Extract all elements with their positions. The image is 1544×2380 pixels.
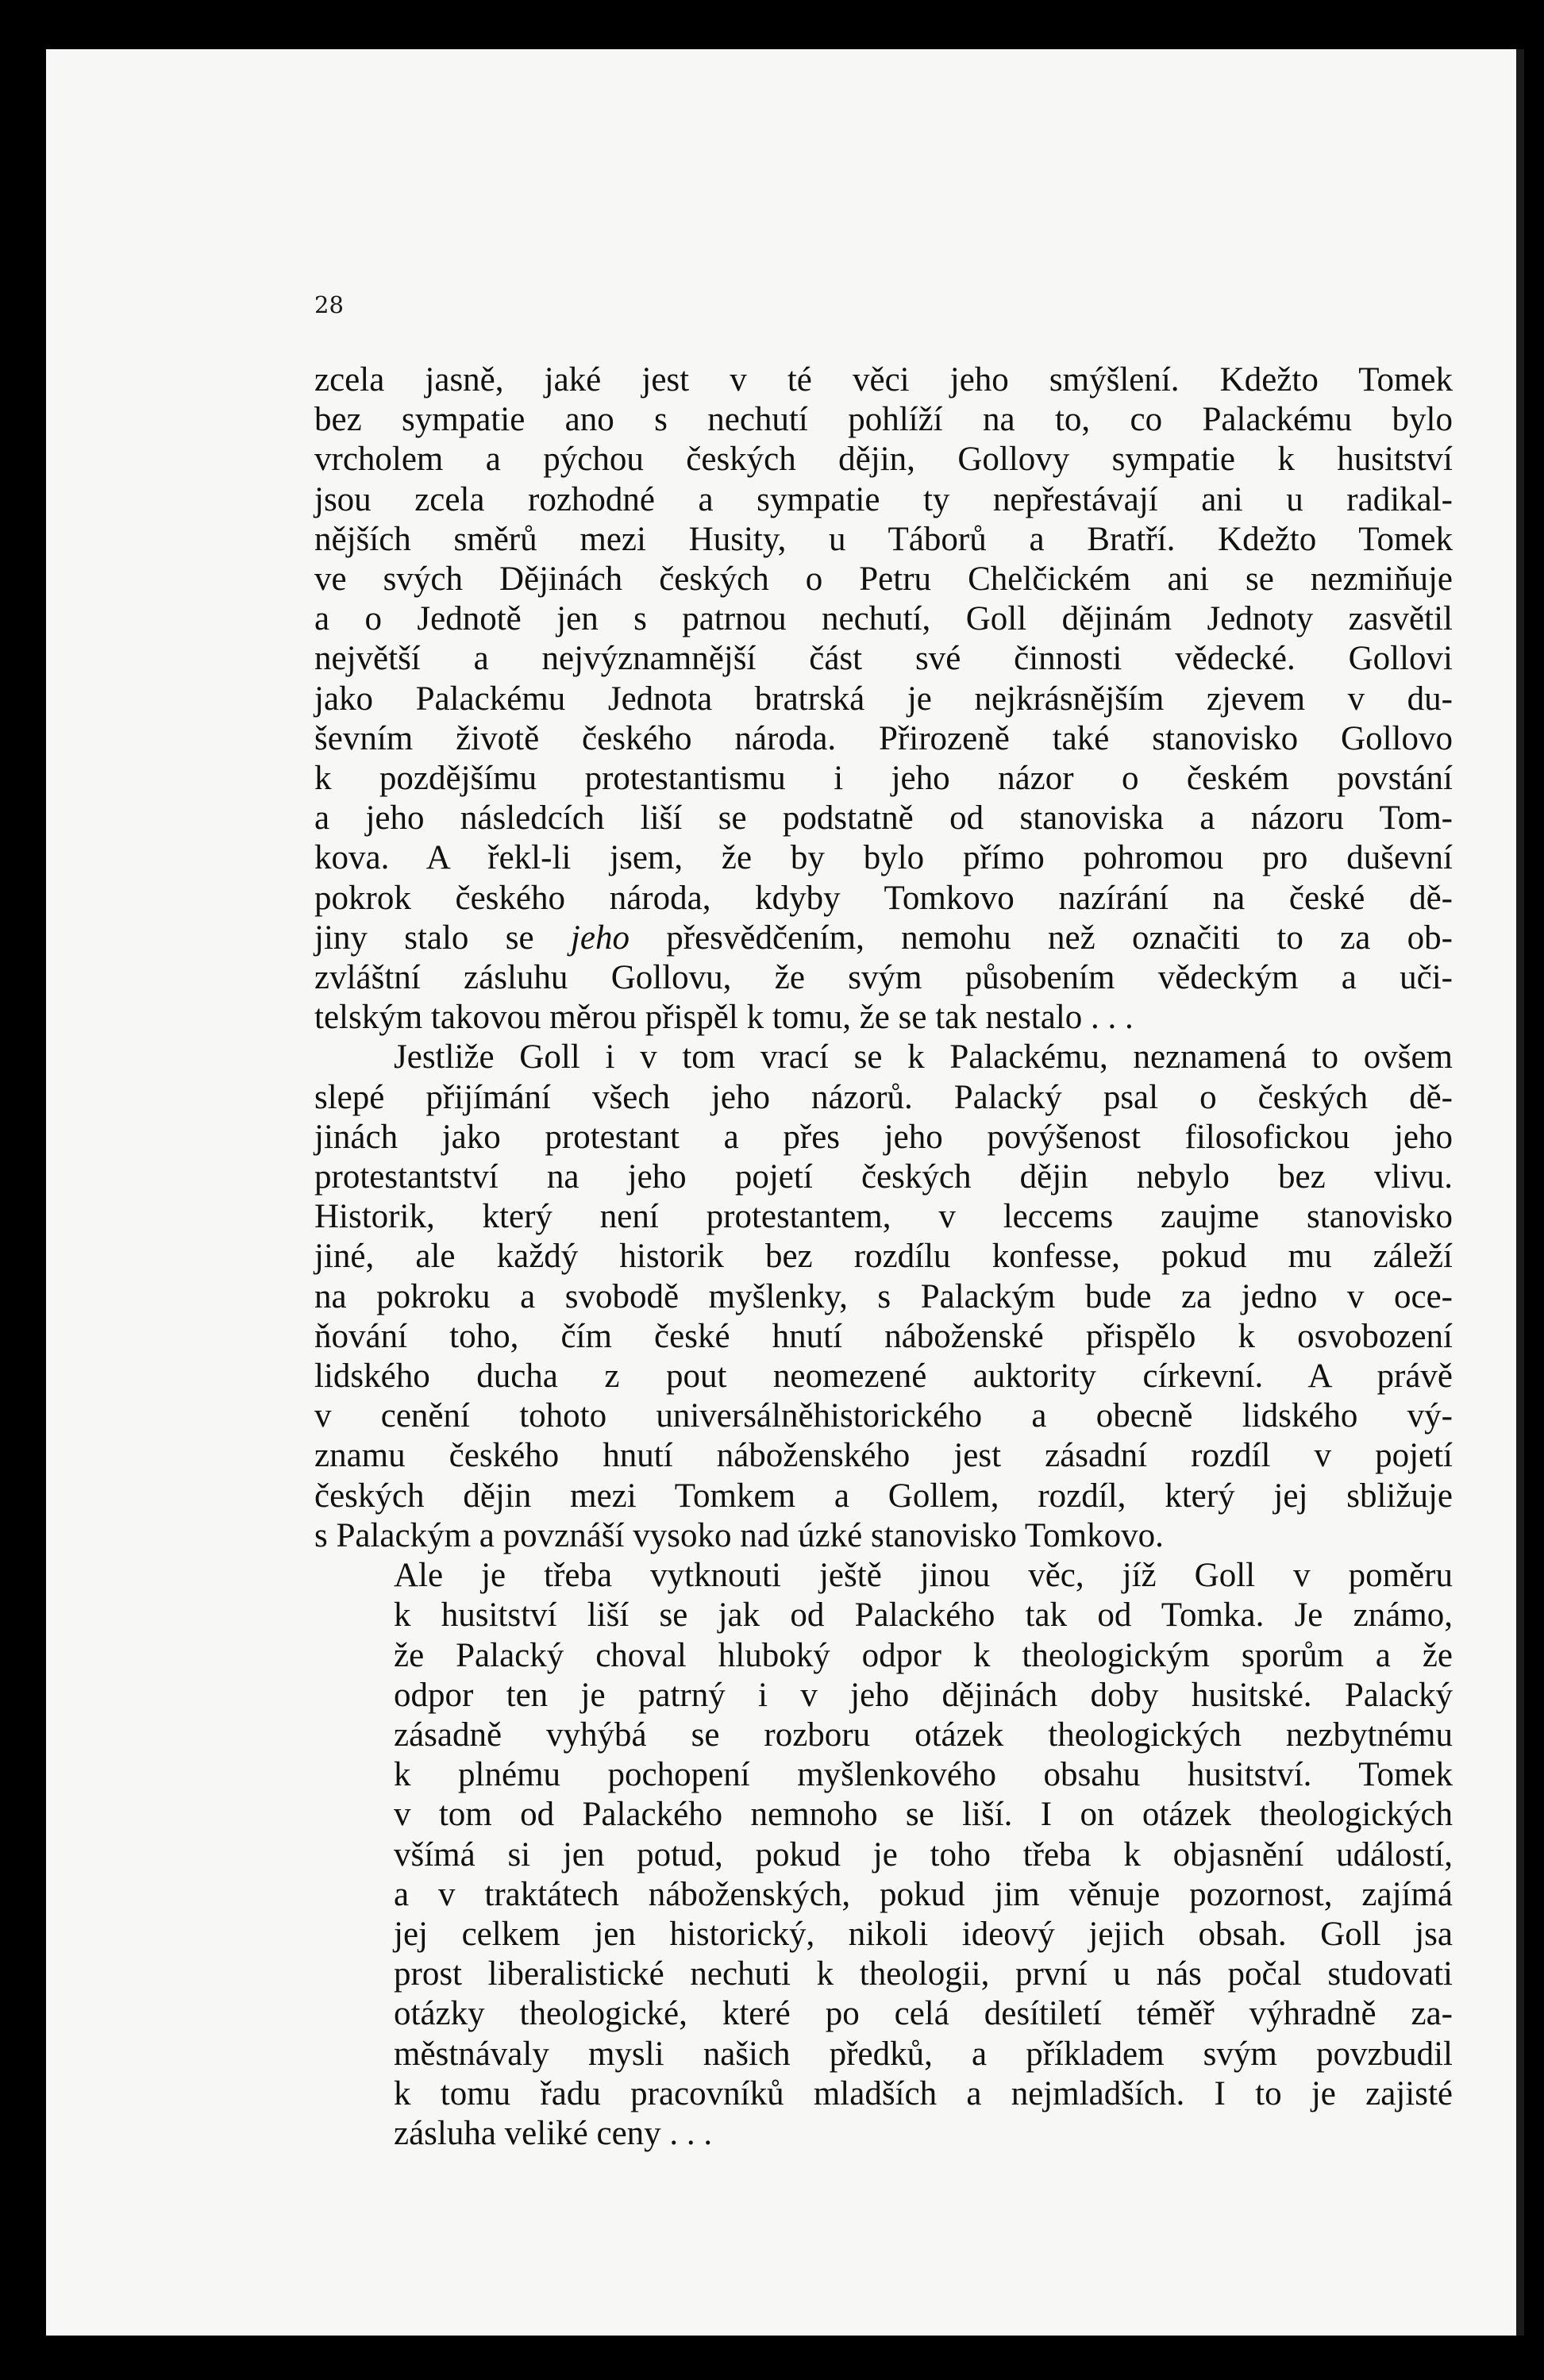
text-line: nějších směrů mezi Husity, u Táborů a Bratří. Kdežto Tomek — [314, 520, 1453, 558]
text-fragment: přesvědčením, nemohu než označiti to za ob- — [666, 918, 1453, 957]
text-line: otázky theologické, které po celá desítiletí téměř výhradně za- — [394, 1995, 1453, 2033]
text-line: jsou zcela rozhodné a sympatie ty nepřestávají ani u radikal- — [314, 480, 1453, 518]
text-line: slepé přijímání všech jeho názorů. Palacký psal o českých dě- — [314, 1078, 1453, 1116]
page-number: 28 — [314, 291, 344, 318]
paragraph-1 — [314, 360, 1453, 1038]
italic-word: jeho — [570, 918, 630, 957]
text-line: Ale je třeba vytknouti ještě jinou věc, jíž Goll v poměru — [394, 1557, 1453, 1595]
text-line: jako Palackému Jednota bratrská je nejkrásnějším zjevem v du- — [314, 680, 1453, 718]
text-line: kova. A řekl-li jsem, že by bylo přímo pohromou pro duševní — [314, 839, 1453, 877]
text-line: a o Jednotě jen s patrnou nechutí, Goll dějinám Jednoty zasvětil — [314, 600, 1453, 638]
paragraph-3 — [314, 1556, 1453, 2154]
text-line: jiné, ale každý historik bez rozdílu konfesse, pokud mu záleží — [314, 1238, 1453, 1276]
text-line: pokrok českého národa, kdyby Tomkovo nazírání na české dě- — [314, 879, 1453, 917]
text-line: protestantství na jeho pojetí českých dějin nebylo bez vlivu. — [314, 1158, 1453, 1196]
body-text — [314, 360, 1453, 2154]
text-line: že Palacký choval hluboký odpor k theologickým sporům a že — [394, 1636, 1453, 1674]
text-line: největší a nejvýznamnější část své činnosti vědecké. Gollovi — [314, 640, 1453, 678]
text-line: všímá si jen potud, pokud je toho třeba k objasnění událostí, — [394, 1835, 1453, 1874]
text-line: v tom od Palackého nemnoho se liší. I on otázek theologických — [394, 1796, 1453, 1834]
text-line: Jestliže Goll i v tom vrací se k Palackému, neznamená to ovšem — [394, 1038, 1453, 1076]
text-line: zvláštní zásluhu Gollovu, že svým působením vědeckým a uči- — [314, 959, 1453, 997]
text-line: v cenění tohoto universálněhistorického a obecně lidského vý- — [314, 1397, 1453, 1435]
text-line: a v traktátech náboženských, pokud jim věnuje pozornost, zajímá — [394, 1875, 1453, 1913]
text-line: lidského ducha z pout neomezené auktority církevní. A právě — [314, 1358, 1453, 1396]
text-line: telským takovou měrou přispěl k tomu, že se tak nestalo . . . — [314, 999, 1134, 1037]
text-line: k husitství liší se jak od Palackého tak od Tomka. Je známo, — [394, 1596, 1453, 1635]
text-line: zásadně vyhýbá se rozboru otázek theologických nezbytnému — [394, 1716, 1453, 1754]
paragraph-2 — [314, 1038, 1453, 1556]
text-line: zásluha veliké ceny . . . — [394, 2114, 713, 2152]
text-fragment: jiny stalo se — [314, 918, 571, 957]
text-line: ve svých Dějinách českých o Petru Chelčickém ani se nezmiňuje — [314, 560, 1453, 599]
text-line: jinách jako protestant a přes jeho povýšenost filosofickou jeho — [314, 1118, 1453, 1156]
text-line: bez sympatie ano s nechutí pohlíží na to, co Palackému bylo — [314, 401, 1453, 439]
text-line: na pokroku a svobodě myšlenky, s Palackým bude za jedno v oce- — [314, 1277, 1453, 1315]
text-line: k plnému pochopení myšlenkového obsahu husitství. Tomek — [394, 1756, 1453, 1794]
text-line: k pozdějšímu protestantismu i jeho názor o českém povstání — [314, 760, 1453, 798]
text-line-with-italic — [314, 918, 1453, 958]
text-line: k tomu řadu pracovníků mladších a nejmladších. I to je zajisté — [394, 2074, 1453, 2112]
text-line: odpor ten je patrný i v jeho dějinách doby husitské. Palacký — [394, 1676, 1453, 1714]
text-line: Historik, který není protestantem, v leccems zaujme stanovisko — [314, 1198, 1453, 1236]
text-line: znamu českého hnutí náboženského jest zásadní rozdíl v pojetí — [314, 1437, 1453, 1475]
text-line: prost liberalistické nechuti k theologii, první u nás počal studovati — [394, 1955, 1453, 1993]
text-line: a jeho následcích liší se podstatně od stanoviska a názoru Tom- — [314, 799, 1453, 838]
book-page — [46, 49, 1524, 2336]
text-line: zcela jasně, jaké jest v té věci jeho smýšlení. Kdežto Tomek — [314, 361, 1453, 399]
text-line: jej celkem jen historický, nikoli ideový jejich obsah. Goll jsa — [394, 1915, 1453, 1953]
text-line: vrcholem a pýchou českých dějin, Gollovy sympatie k husitství — [314, 441, 1453, 479]
text-line: s Palackým a povznáší vysoko nad úzké stanovisko Tomkovo. — [314, 1516, 1164, 1554]
text-line: městnávaly mysli našich předků, a příkladem svým povzbudil — [394, 2035, 1453, 2073]
text-line: ševním životě českého národa. Přirozeně také stanovisko Gollovo — [314, 719, 1453, 757]
text-line: ňování toho, čím české hnutí náboženské přispělo k osvobození — [314, 1317, 1453, 1355]
text-line: českých dějin mezi Tomkem a Gollem, rozdíl, který jej sbližuje — [314, 1477, 1453, 1515]
